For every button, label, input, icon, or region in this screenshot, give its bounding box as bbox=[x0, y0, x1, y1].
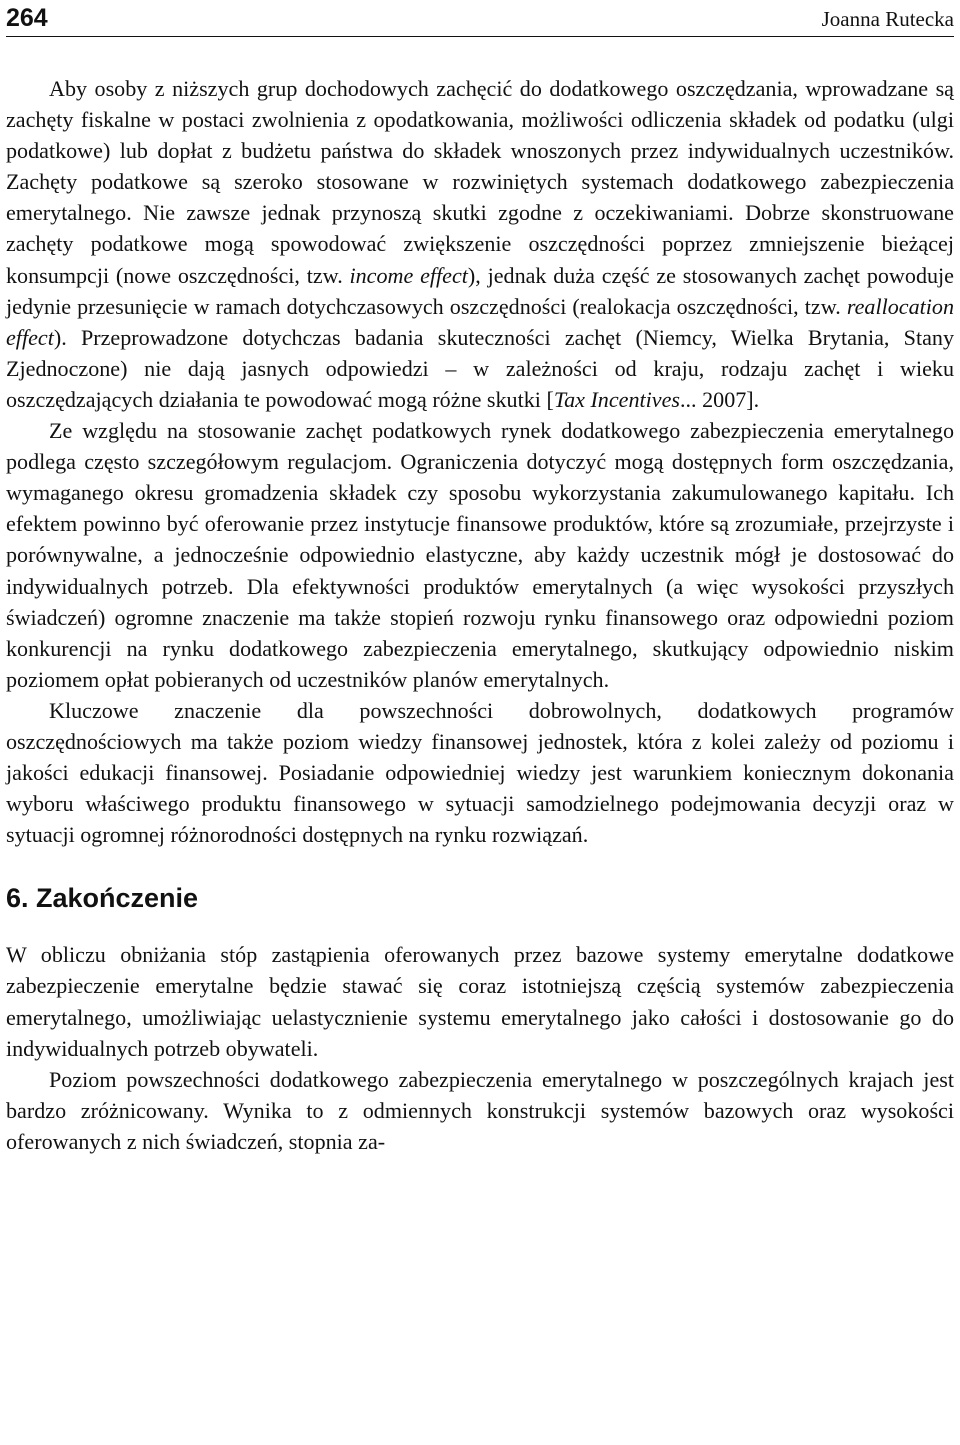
running-author: Joanna Rutecka bbox=[821, 7, 954, 31]
paragraph-conclusion-1: W obliczu obniżania stóp zastąpienia oferowanych przez bazowe systemy emerytalne dodatkowe zabezpieczenie emerytalne będzie stawać się coraz istotniejszą częścią systemów zabezpieczenia emerytalnego, umożliwiając uelastycznienie systemu emerytalnego jako całości i dostosowanie go do indywidualnych potrzeb obywateli. bbox=[6, 942, 954, 1061]
citation-title: Tax Incentives bbox=[553, 386, 680, 412]
running-header bbox=[6, 0, 954, 37]
page-number: 264 bbox=[6, 4, 48, 32]
paragraph-text: ). Przeprowadzone dotychczas badania skuteczności zachęt (Niemcy, Wielka Brytania, Stany Zjednoczone) nie dają jasnych odpowiedzi – w zależności od kraju, rodzaju zachęt i wieku oszczędzających działania te powodować mogą różne skutki [ bbox=[6, 324, 954, 412]
document-page bbox=[6, 0, 954, 1157]
paragraph-financial-knowledge: Kluczowe znaczenie dla powszechności dobrowolnych, dodatkowych programów oszczędnościowych ma także poziom wiedzy finansowej jednostek, która z kolei zależy od poziomu i jakości edukacji finansowej. Posiadanie odpowiedniej wiedzy jest warunkiem koniecznym dokonania wyboru właściwego produktu finansowego w sytuacji samodzielnego podejmowania decyzji oraz w sytuacji ogromnej różnorodności dostępnych na rynku rozwiązań. bbox=[6, 697, 954, 848]
paragraph-text: Aby osoby z niższych grup dochodowych zachęcić do dodatkowego oszczędzania, wprowadzane są zachęty fiskalne w postaci zwolnienia z opodatkowania, możliwości odliczenia składek od podatku (ulgi podatkowe) lub dopłat z budżetu państwa do składek wnoszonych przez indywidualnych uczestników. Zachęty podatkowe są szeroko stosowane w rozwiniętych systemach dodatkowego zabezpieczenia emerytalnego. Nie zawsze jednak przynoszą skutki zgodne z oczekiwaniami. Dobrze skonstruowane zachęty podatkowe mogą spowodować zwiększenie oszczędności poprzez zmniejszenie bieżącej konsumpcji (nowe oszczędności, tzw. bbox=[6, 76, 954, 288]
paragraph-text: ), jednak duża część ze stosowanych zachęt powoduje jedynie przesunięcie w ramach dotychczasowych oszczędności (realokacja oszczędności, tzw. bbox=[6, 262, 954, 319]
italic-term-income-effect: income effect bbox=[349, 262, 468, 288]
body-text bbox=[6, 73, 954, 1157]
paragraph-text: ... 2007]. bbox=[680, 386, 760, 412]
section-heading: 6. Zakończenie bbox=[6, 883, 199, 914]
paragraph-tax-incentives bbox=[6, 73, 954, 415]
paragraph-conclusion-2: Poziom powszechności dodatkowego zabezpieczenia emerytalnego w poszczególnych krajach jest bardzo zróżnicowany. Wynika to z odmiennych konstrukcji systemów bazowych oraz wysokości oferowanych z nich świadczeń, stopnia za- bbox=[6, 1066, 954, 1154]
italic-term-reallocation-effect: reallocation effect bbox=[6, 293, 954, 350]
paragraph-regulations: Ze względu na stosowanie zachęt podatkowych rynek dodatkowego zabezpieczenia emerytalnego podlega często szczegółowym regulacjom. Ograniczenia dotyczyć mogą dostępnych form oszczędzania, wymaganego okresu gromadzenia składek czy sposobu wykorzystania zakumulowanego kapitału. Ich efektem powinno być oferowanie przez instytucje finansowe produktów, które są zrozumiałe, przejrzyste i porównywalne, a jednocześnie odpowiednio elastyczne, aby każdy uczestnik mógł je dostosować do indywidualnych potrzeb. Dla efektywności produktów emerytalnych (a więc wysokości przyszłych świadczeń) ogromne znaczenie ma także stopień rozwoju rynku finansowego oraz odpowiedni poziom konkurencji na rynku dodatkowego zabezpieczenia emerytalnego, skutkujący odpowiednio niskim poziomem opłat pobieranych od uczestników planów emerytalnych. bbox=[6, 418, 954, 692]
